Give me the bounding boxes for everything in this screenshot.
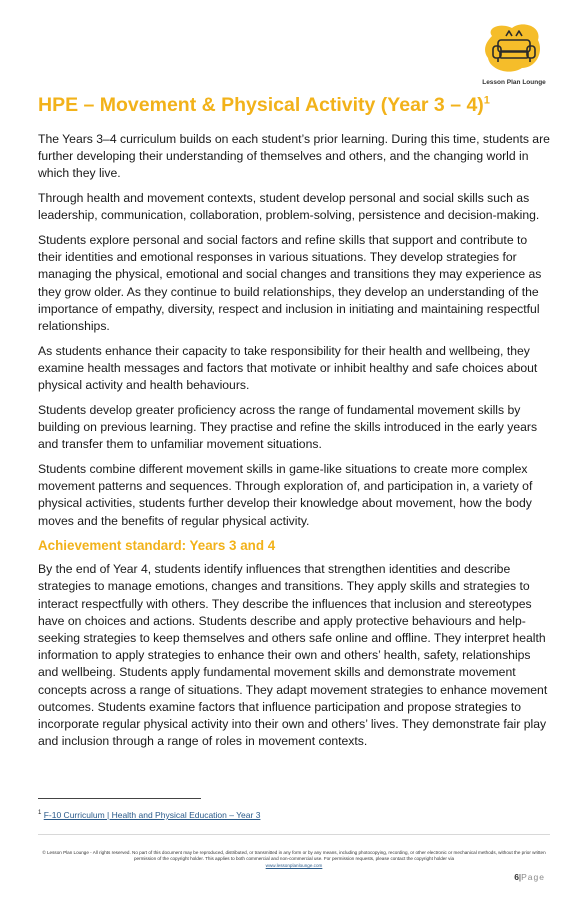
- title-footnote-mark[interactable]: 1: [483, 94, 490, 107]
- body-paragraph: Students develop greater proficiency across the range of fundamental movement skills by building on previous learning. They practise and refine the skills introduced in the early years and transfer them to unfamiliar movement situations.: [38, 402, 538, 452]
- intro-paragraph: The Years 3–4 curriculum builds on each student’s prior learning. During this time, students are further developing their understanding of themselves and others, and the changing world in which they live.: [38, 132, 550, 181]
- achievement-heading: Achievement standard: Years 3 and 4: [38, 538, 276, 554]
- sofa-logo-icon: [482, 22, 546, 78]
- footnote-divider: [38, 798, 201, 799]
- page-separator: |: [518, 872, 522, 882]
- copyright-text: © Lesson Plan Lounge - All rights reserved. No part of this document may be reproduced, distributed, or transmitted in any form or by any means, including photocopying, recording, or other electronic or mechanical methods, without the prior written permission of the copyright holder. This applies to both commercial and non-commercial use. For permission requests, please contact the copyright holder via: [42, 850, 546, 862]
- page-label: Page: [521, 872, 545, 882]
- body-paragraph: As students enhance their capacity to take responsibility for their health and wellbeing, they examine health messages and factors that motivate or inhibit healthy and safe choices about physical activity and health behaviours.: [38, 343, 538, 393]
- footnote: [38, 810, 260, 820]
- body-paragraph: Through health and movement contexts, student develop personal and social skills such as leadership, communication, collaboration, problem-solving, persistence and decision-making.: [38, 191, 540, 223]
- page-number: [514, 872, 545, 882]
- main-content: [38, 131, 550, 758]
- page-number-value: 6: [514, 872, 519, 882]
- brand-logo: [472, 22, 556, 98]
- footer-divider: [38, 834, 550, 835]
- footnote-link[interactable]: F-10 Curriculum | Health and Physical Education – Year 3: [43, 810, 261, 820]
- brand-name: Lesson Plan Lounge: [482, 79, 546, 86]
- body-paragraph: Students combine different movement skills in game-like situations to create more complex movement patterns and sequences. Through exploration of, and participation in, a variety of physical activities, students further develop their knowledge about movement, how the body moves and the benefits of regular physical activity.: [38, 461, 533, 528]
- page-title: [38, 94, 548, 117]
- footnote-mark: 1: [38, 810, 42, 817]
- page-title-text: HPE – Movement & Physical Activity (Year 3 – 4): [38, 94, 484, 116]
- achievement-paragraph: By the end of Year 4, students identify influences that strengthen identities and describe strategies to manage emotions, changes and transitions. They apply skills and strategies to interact respectfully with others. They describe the influences that inclusion and stereotypes have on choices and actions. Students describe and apply protective behaviours and help-seeking strategies to keep themselves and others safe online and offline. They interpret health information to apply strategies to enhance their own and others’ health, safety, relationships and wellbeing. Students apply fundamental movement skills and demonstrate movement concepts across a range of situations. They adapt movement strategies to enhance movement outcomes. Students examine factors that influence participation and propose strategies to incorporate regular physical activity into their own and others’ lives. They demonstrate fair play and inclusion through a range of roles in movement contexts.: [38, 562, 548, 749]
- copyright-notice: [40, 850, 548, 869]
- body-paragraph: Students explore personal and social factors and refine skills that support and contribute to their identities and emotional responses in various situations. They develop strategies for managing the physical, emotional and social changes and transitions they may experience as they grow older. As they continue to build relationships, they develop an understanding of the importance of empathy, diversity, respect and inclusion in initiating and maintaining respectful relationships.: [38, 233, 542, 334]
- website-link[interactable]: www.lessonplanlounge.com: [265, 862, 323, 868]
